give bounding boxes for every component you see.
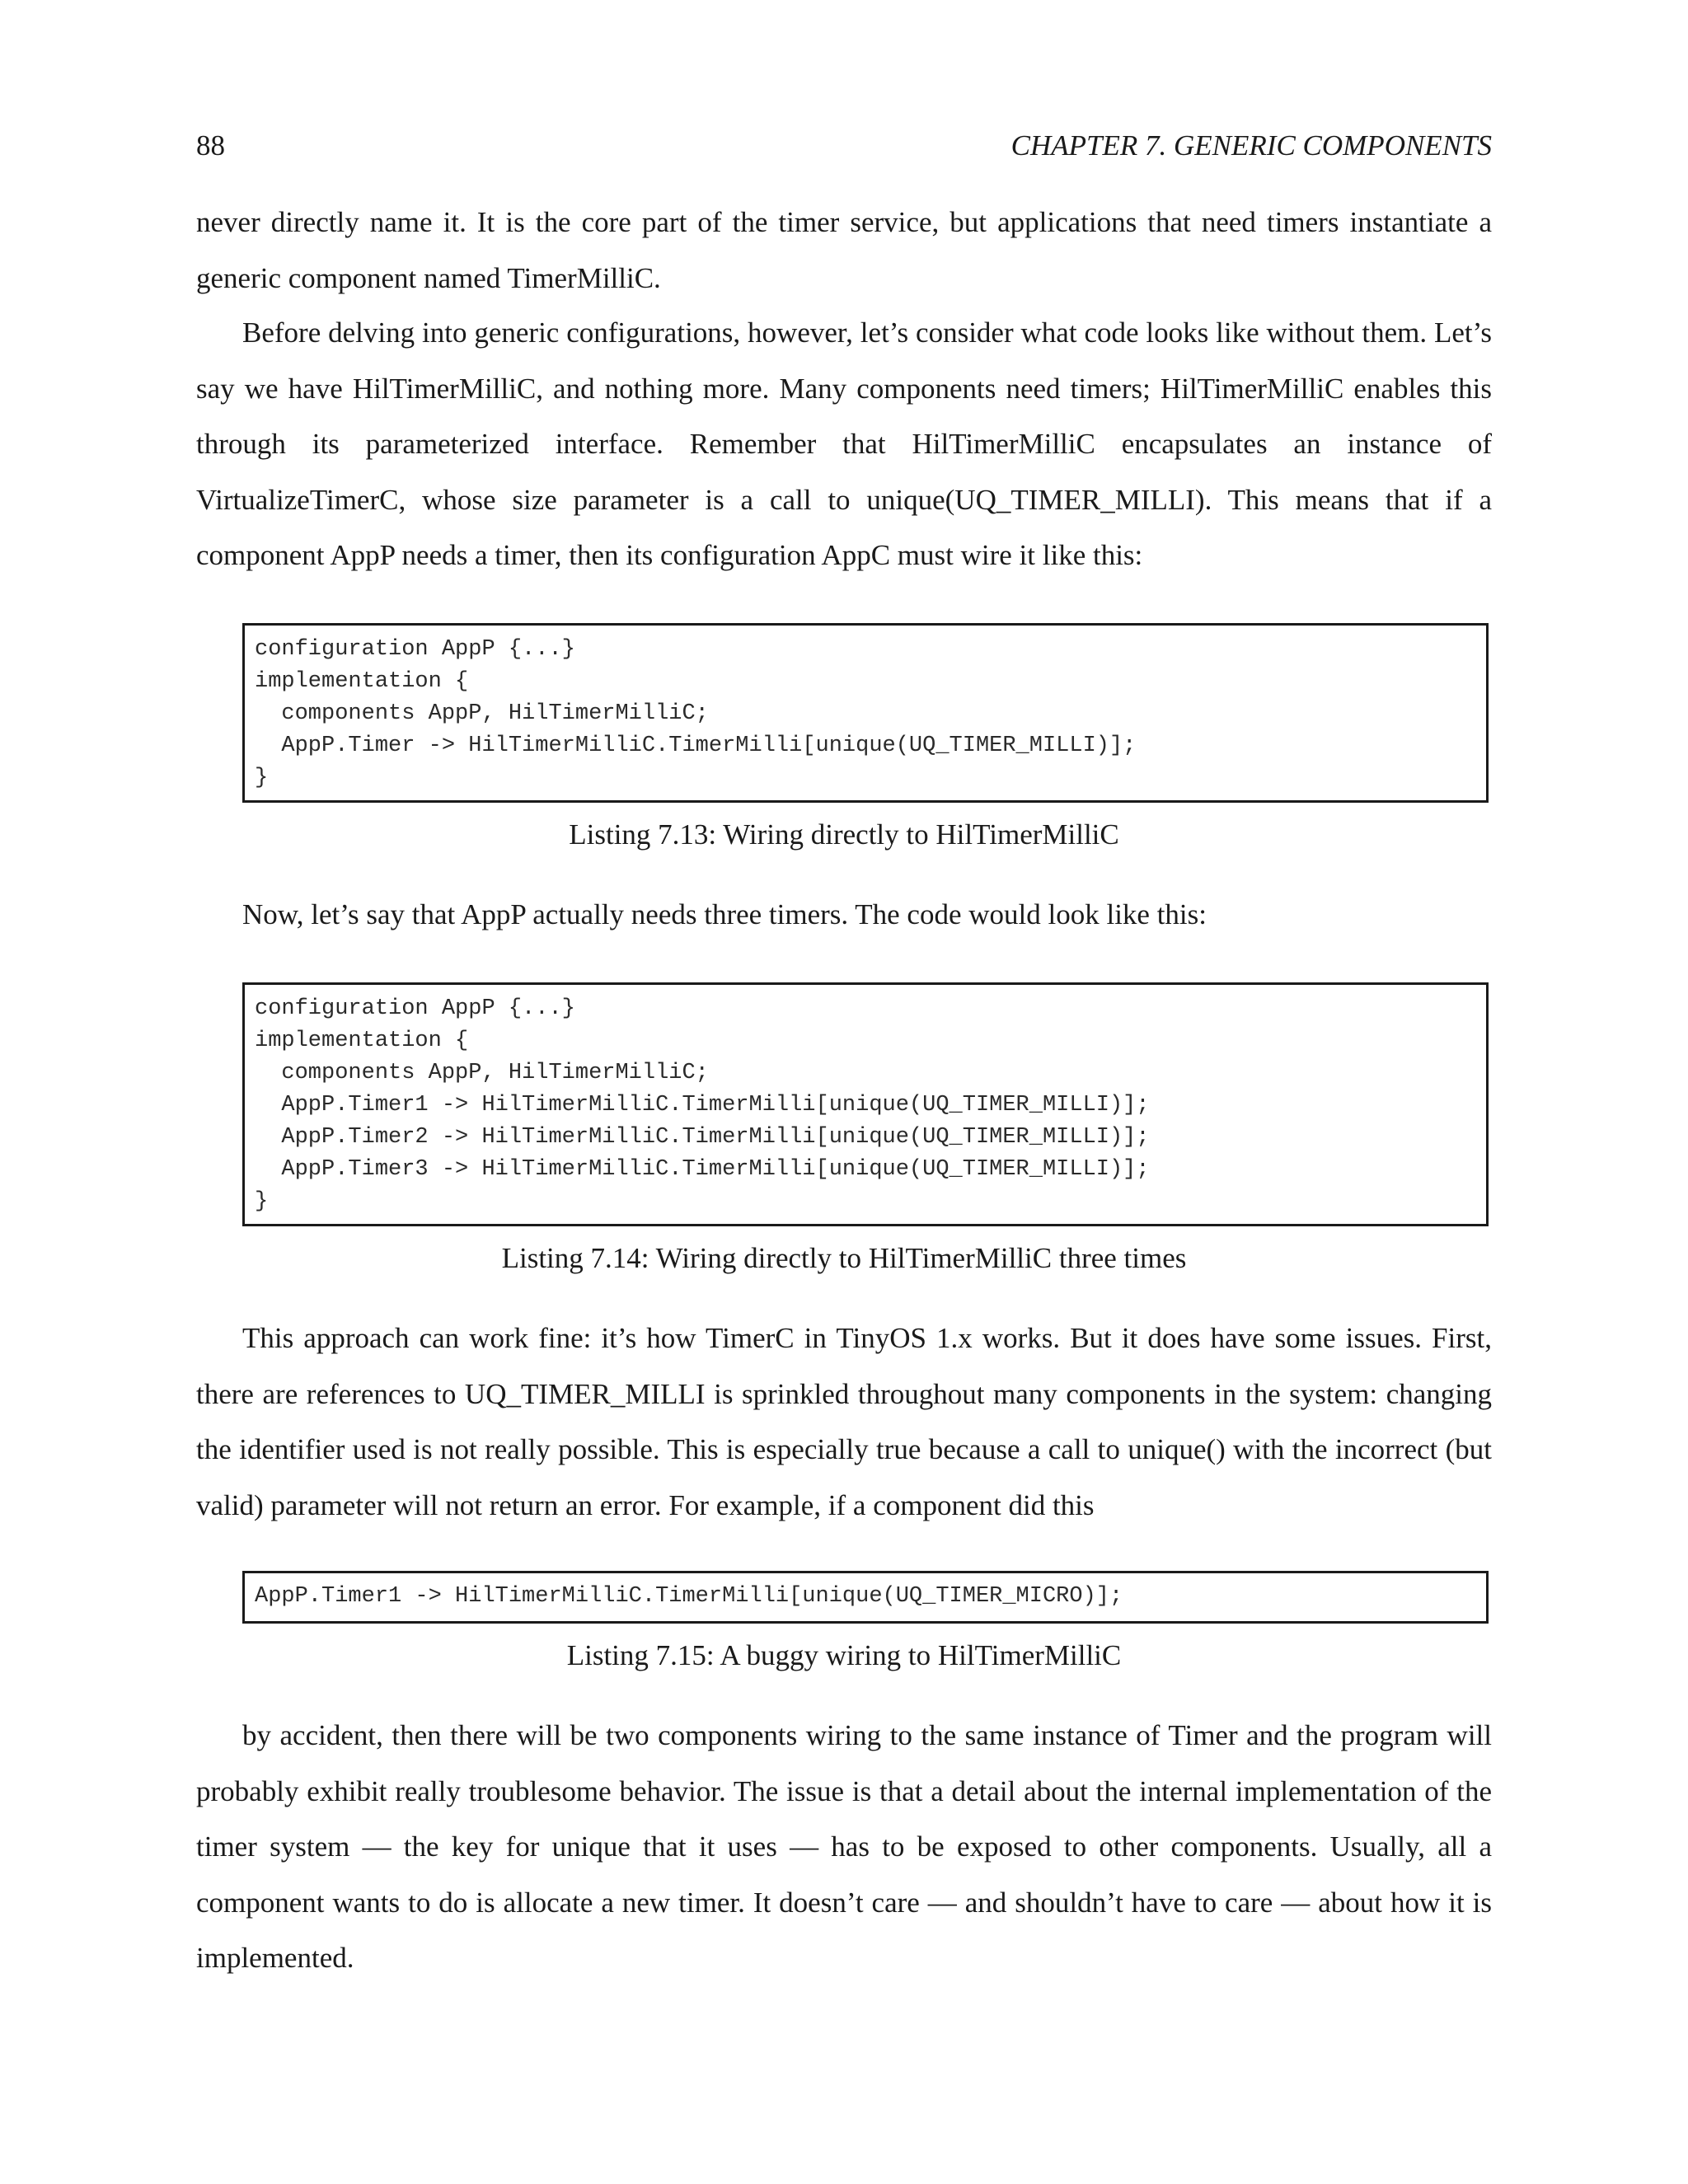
code-listing-7-13 — [242, 623, 1489, 803]
code-line: components AppP, HilTimerMilliC; — [255, 701, 709, 726]
paragraph-without-generics: Before delving into generic configurations, however, let’s consider what code looks like without them. Let’s say we have HilTimerMilliC, and nothing more. Many components need timers; HilTimerMilliC enables this through its parameterized interface. Remember that HilTimerMilliC encapsulates an instance of VirtualizeTimerC, whose size parameter is a call to unique(UQ_TIMER_MILLI). This means that if a component AppP needs a timer, then its configuration AppC must wire it like this: — [196, 316, 1492, 571]
code-line: AppP.Timer3 -> HilTimerMilliC.TimerMilli[unique(UQ_TIMER_MILLI)]; — [255, 1157, 1150, 1182]
code-line: configuration AppP {...} — [255, 637, 575, 662]
paragraph-issues: This approach can work fine: it’s how TimerC in TinyOS 1.x works. But it does have some issues. First, there are references to UQ_TIMER_MILLI is sprinkled throughout many components in the system: changing the identifier used is not really possible. This is especially true because a call to unique() with the incorrect (but valid) parameter will not return an error. For example, if a component did this — [196, 1322, 1492, 1521]
code-line: } — [255, 766, 269, 790]
book-page — [196, 0, 1492, 2184]
listing-caption-7-15: Listing 7.15: A buggy wiring to HilTimerMilliC — [566, 1639, 1122, 1671]
paragraph-continued: never directly name it. It is the core part of the timer service, but applications that need timers instantiate a generic component named TimerMilliC. — [196, 206, 1492, 294]
code-line: AppP.Timer1 -> HilTimerMilliC.TimerMilli[unique(UQ_TIMER_MICRO)]; — [255, 1584, 1123, 1609]
code-line: implementation { — [255, 1029, 469, 1053]
code-line: AppP.Timer1 -> HilTimerMilliC.TimerMilli[unique(UQ_TIMER_MILLI)]; — [255, 1093, 1150, 1118]
code-line: } — [255, 1189, 269, 1214]
paragraph-three-timers: Now, let’s say that AppP actually needs three timers. The code would look like this: — [242, 898, 1207, 930]
chapter-title: CHAPTER 7. GENERIC COMPONENTS — [1010, 129, 1492, 162]
page-number: 88 — [196, 129, 225, 162]
code-line: AppP.Timer2 -> HilTimerMilliC.TimerMilli[unique(UQ_TIMER_MILLI)]; — [255, 1125, 1150, 1150]
code-line: components AppP, HilTimerMilliC; — [255, 1061, 709, 1085]
code-line: AppP.Timer -> HilTimerMilliC.TimerMilli[unique(UQ_TIMER_MILLI)]; — [255, 733, 1137, 758]
code-listing-7-14 — [242, 982, 1489, 1226]
paragraph-by-accident: by accident, then there will be two components wiring to the same instance of Timer and the program will probably exhibit really troublesome behavior. The issue is that a detail about the internal implementation of the timer system — the key for unique that it uses — has to be exposed to other components. Usually, all a component wants to do is allocate a new timer. It doesn’t care — and shouldn’t have to care — about how it is implemented. — [196, 1719, 1492, 1974]
listing-caption-7-14: Listing 7.14: Wiring directly to HilTimerMilliC three times — [501, 1242, 1187, 1274]
code-line: configuration AppP {...} — [255, 996, 575, 1021]
listing-caption-7-13: Listing 7.13: Wiring directly to HilTimerMilliC — [569, 818, 1119, 851]
code-line: implementation { — [255, 669, 469, 694]
running-head — [196, 125, 1492, 166]
code-listing-7-15 — [242, 1571, 1489, 1624]
